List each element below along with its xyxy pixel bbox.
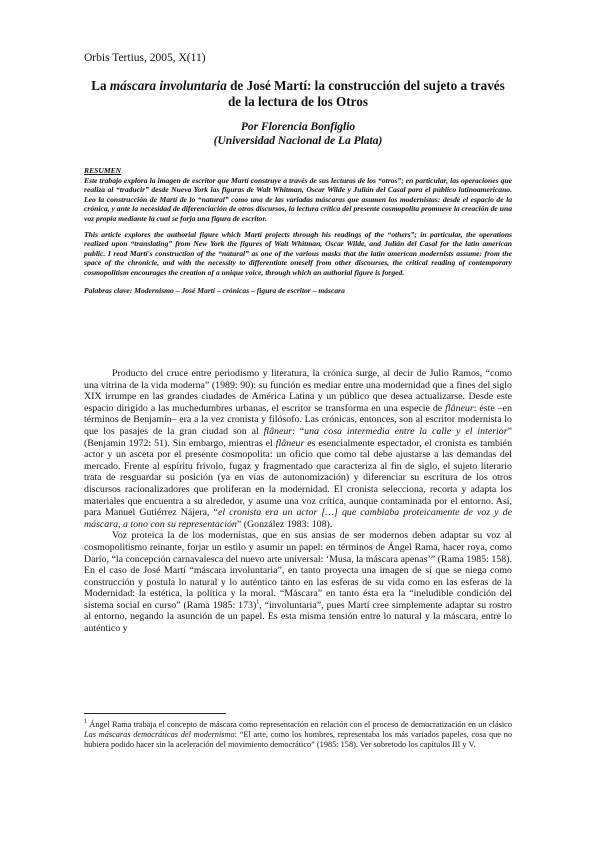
abstract-spanish: Este trabajo explora la imagen de escritor que Martí construye a través de sus lecturas de los “otros”; en particular, las operaciones que realiza al “traducir” desde Nueva York las figuras de Walt Whitman, Oscar Wilde y Julián del Casal para el público latinoamericano. Leo la construcción de Martí de lo “natural” como una de las variadas máscaras que asumen los modernistas: desde el espacio de la crónica, y ante la necesidad de diferenciación de otros discursos, la lectura crítica del presente cosmopolita promueve la creación de una voz propia mediante la cual se forja una figura de escritor. [84, 175, 512, 223]
author-name: Por Florencia Bonfiglio [240, 121, 356, 133]
journal-reference: Orbis Tertius, 2005, X(11) [84, 52, 206, 64]
text-run: Voz proteica la de los modernistas, que en sus ansias de ser modernos deben adaptar su voz al cosmopolitismo reinante, forjar un estilo y asumir un papel: en términos de Ángel Rama, hacer roya, como Darío, “la concepción carnavalesca del nuevo arte universal: ‘Musa, la máscara apenas’” (Rama 1985: 158). En el caso de José Martí “máscara involuntaria”, en tanto proyecta una imagen de sí que se niega como construcción y postula lo natural y lo auténtico tanto en las esferas de su vida como en las esferas de la Modernidad: la estética, la política y la moral. “Máscara” en tanto ésta era la “ineludible condición del sistema social en curso” (Rama 1985: 173) [84, 530, 512, 611]
footnote-1 [84, 720, 512, 750]
text-run: Ángel Rama trabaja el concepto de máscara como representación en relación con el proceso de democratización en un clásico [87, 720, 512, 729]
italic-quote: el cronista era un actor […] que cambiaba proteicamente de voz y de máscara, a tono con su representación [84, 507, 512, 530]
author-affiliation: (Universidad Nacional de La Plata) [213, 135, 383, 147]
abstract-heading: RESUMEN [84, 166, 122, 175]
footnote-marker[interactable]: 1 [256, 599, 260, 606]
text-run: : “ [292, 425, 305, 437]
abstract-english: This article explores the authorial figure which Martí projects through his readings of the “others”; in particular, the operations realized upon “translating” from New York the figures of Walt Whitman, Oscar Wilde, and Julián del Casal for the latin american public. I read Martí's construction of the “natural” as one of the various masks that the latin american modernists assume: from the space of the chronicle, and with the necessity to differentiate oneself from other discourses, the critical reading of contemporary cosmopolitism encourages the creation of a unique voice, through which an authorial figure is forged. [84, 229, 512, 277]
book-title: Las máscaras democráticas del modernismo [84, 730, 235, 739]
abstract [84, 166, 512, 295]
title-part-1: La [91, 78, 110, 93]
text-run: : “El arte, como los hombres, representaba los más variados papeles, cosa que no hubiera podido hacer sin la aceleración del movimiento democrático” (1985: 158). Ver sobretodo los capítulos III y V. [84, 730, 512, 749]
italic-term: flâneur [263, 425, 293, 437]
byline [84, 120, 512, 148]
title-italic: máscara involuntaria [109, 78, 227, 93]
footnote-divider [84, 713, 226, 714]
text-run: ” (González 1983: 108). [236, 518, 333, 530]
paragraph-2 [84, 530, 512, 634]
italic-term: flâneur [445, 402, 474, 414]
text-run: : éste –en términos de Benjamin– era a la vez cronista y filósofo. Las crónicas, entonces, son al escritor modernista lo que los pasajes de la gran ciudad son al [84, 402, 513, 437]
body-text [84, 368, 512, 635]
text-run: es esencialmente espectador, el cronista es también actor y un asceta por el presente cosmopolita: un oficio que como tal debe ajustarse a las demandas del mercado. Frente al espíritu frívolo, fugaz y fragmentado que caracteriza al fin de siglo, el sujeto literario trata de resguardar su posición (ya en vías de autonomización) y diferenciar su escritura de los otros discursos racionalizadores que proliferan en la modernidad. El cronista selecciona, recorta y adapta los materiales que encuentra a su alrededor, y asume una voz crítica, aunque contaminada por el entorno. Así, para Manuel Gutiérrez Nájera, “ [84, 437, 513, 519]
article-title [84, 78, 512, 110]
footnote [84, 720, 512, 750]
paragraph-1 [84, 368, 512, 530]
italic-quote: una cosa intermedia entre la calle y el interior [304, 425, 508, 437]
text-run: , “involuntaria”, pues Martí cree simplemente adaptar su rostro al entorno, negando la asunción de un papel. Es esta misma tensión entre lo natural y la máscara, entre lo auténtico y [84, 599, 512, 635]
text-run: ” (Benjamin 1972: 51). Sin embargo, mientras el [84, 425, 512, 449]
keywords: Palabras clave: Modernismo – José Martí – crónicas – figura de escritor – máscara [84, 285, 345, 295]
footnote-number: 1 [84, 719, 87, 726]
title-part-2: de José Martí: la construcción del sujeto a través de la lectura de los Otros [226, 78, 505, 109]
text-run: Producto del cruce entre periodismo y literatura, la crónica surge, al decir de Julio Ramos, “como una vitrina de la vida moderna” (1989: 90): su función es mediar entre una modernidad que a fines del siglo XIX irrumpe en las grandes ciudades de América Latina y un público que desea actualizarse. Desde este espacio dirigido a las muchedumbres urbanas, el escritor se transforma en una especie de [84, 368, 512, 414]
italic-term: flâneur [275, 437, 305, 449]
